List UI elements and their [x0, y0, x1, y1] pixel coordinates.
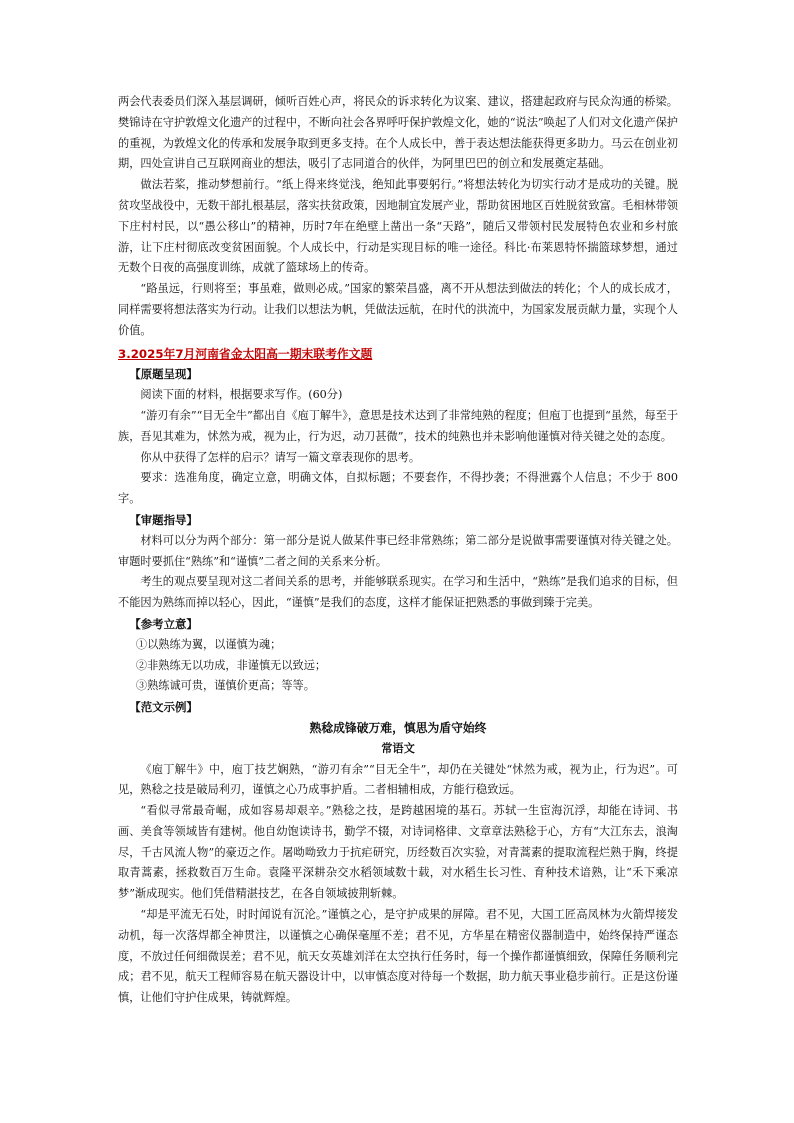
essay-paragraph: 《庖丁解牛》中，庖丁技艺娴熟，“游刃有余”“目无全牛”，却仍在关键处“怵然为戒，视为止，行为迟”。可见，熟稔之技是破局利刃，谨慎之心乃成事护盾。二者相辅相成，方能行稳致远。 — [118, 762, 678, 797]
guide-paragraph: 材料可以分为两个部分：第一部分是说人做某件事已经非常熟练；第二部分是说做事需要谨慎对待关键之处。审题时要抓住“熟练”和“谨慎”二者之间的关系来分析。 — [118, 533, 678, 568]
paragraph-continued: 两会代表委员们深入基层调研，倾听百姓心声，将民众的诉求转化为议案、建议，搭建起政府与民众沟通的桥梁。樊锦诗在守护敦煌文化遗产的过程中，不断向社会各界呼吁保护敦煌文化，她的“说法”唤起了人们对文化遗产保护的重视，为敦煌文化的传承和发展争取到更多支持。在个人成长中，善于表达想法能获得更多助力。马云在创业初期，四处宣讲自己互联网商业的想法，吸引了志同道合的伙伴，为阿里巴巴的创立和发展奠定基础。 — [118, 95, 678, 171]
section-heading: 3.2025年7月河南省金太阳高一期末联考作文题 — [118, 346, 373, 361]
question-material: “游刃有余”“目无全牛”都出自《庖丁解牛》，意思是技术达到了非常纯熟的程度；但庖丁也提到“虽然，每至于族，吾见其难为，怵然为戒，视为止，行为迟，动刀甚微”，技术的纯熟也并未影响他谨慎对待关键之处的态度。 — [118, 408, 679, 443]
label-reference-ideas: 【参考立意】 — [129, 616, 198, 631]
idea-item: ②非熟练无以功成，非谨慎无以致远； — [135, 658, 327, 672]
essay-title: 熟稔成锋破万难，慎思为盾守始终 — [309, 720, 487, 735]
essay-paragraph: “却是平流无石处，时时闻说有沉沦。”谨慎之心，是守护成果的屏障。君不见，大国工匠高凤林为火箭焊接发动机，每一次落焊都全神贯注，以谨慎之心确保毫厘不差；君不见，方华星在精密仪器制造中，始终保持严谨态度，不放过任何细微误差；君不见，航天女英雄刘洋在太空执行任务时，每一个操作都谨慎细致，保障任务顺利完成；君不见，航天工程师容易在航天器设计中，以审慎态度对待每一个数据，助力航天事业稳步前行。正是这份谨慎，让他们守护住成果，铸就辉煌。 — [118, 908, 678, 1005]
essay-paragraph: “看似寻常最奇崛，成如容易却艰辛。”熟稔之技，是跨越困境的基石。苏轼一生宦海沉浮，却能在诗词、书画、美食等领域皆有建树。他自幼饱读诗书，勤学不辍，对诗词格律、文章章法熟稔于心，方有“大江东去，浪淘尽，千古风流人物”的豪迈之作。屠呦呦致力于抗疟研究，历经数百次实验，对青蒿素的提取流程烂熟于胸，终提取青蒿素，拯救数百万生命。袁隆平深耕杂交水稻领域数十载，对水稻生长习性、育种技术谙熟，让“禾下乘凉梦”渐成现实。他们凭借精湛技艺，在各自领域披荆斩棘。 — [118, 804, 678, 901]
question-prompt: 你从中获得了怎样的启示？请写一篇文章表现你的思考。 — [140, 450, 421, 464]
document-page — [118, 92, 678, 1009]
idea-item: ③熟练诚可贵，谨慎价更高；等等。 — [135, 679, 315, 693]
guide-paragraph: 考生的观点要呈现对这二者间关系的思考，并能够联系现实。在学习和生活中，“熟练”是我们追求的目标，但不能因为熟练而掉以轻心，因此，“谨慎”是我们的态度，这样才能保证把熟悉的事做到臻于完美。 — [118, 575, 678, 610]
idea-item: ①以熟练为翼，以谨慎为魂； — [135, 637, 282, 651]
label-sample-essay: 【范文示例】 — [129, 700, 198, 715]
paragraph: 做法若桨，推动梦想前行。“纸上得来终觉浅，绝知此事要躬行。”将想法转化为切实行动才是成功的关键。脱贫攻坚战役中，无数干部扎根基层，落实扶贫政策，因地制宜发展产业，帮助贫困地区百姓脱贫致富。毛相林带领下庄村村民，以“愚公移山”的精神，历时7年在绝壁上凿出一条“天路”，随后又带领村民发展特色农业和乡村旅游，让下庄村彻底改变贫困面貌。个人成长中，行动是实现目标的唯一途径。科比·布莱恩特怀揣篮球梦想，通过无数个日夜的高强度训练，成就了篮球场上的传奇。 — [118, 178, 678, 275]
question-requirements: 要求：选准角度，确定立意，明确文体，自拟标题；不要套作，不得抄袭；不得泄露个人信息；不少于 800 字。 — [118, 471, 678, 506]
label-original-question: 【原题呈现】 — [129, 367, 198, 382]
essay-author: 常语文 — [381, 741, 415, 755]
label-guide: 【审题指导】 — [129, 512, 198, 527]
question-intro: 阅读下面的材料，根据要求写作。(60分) — [140, 388, 343, 402]
paragraph: “路虽远，行则将至；事虽难，做则必成。”国家的繁荣昌盛，离不开从想法到做法的转化；个人的成长成才，同样需要将想法落实为行动。让我们以想法为帆，凭做法远航，在时代的洪流中，为国家发展贡献力量，实现个人价值。 — [118, 282, 678, 337]
